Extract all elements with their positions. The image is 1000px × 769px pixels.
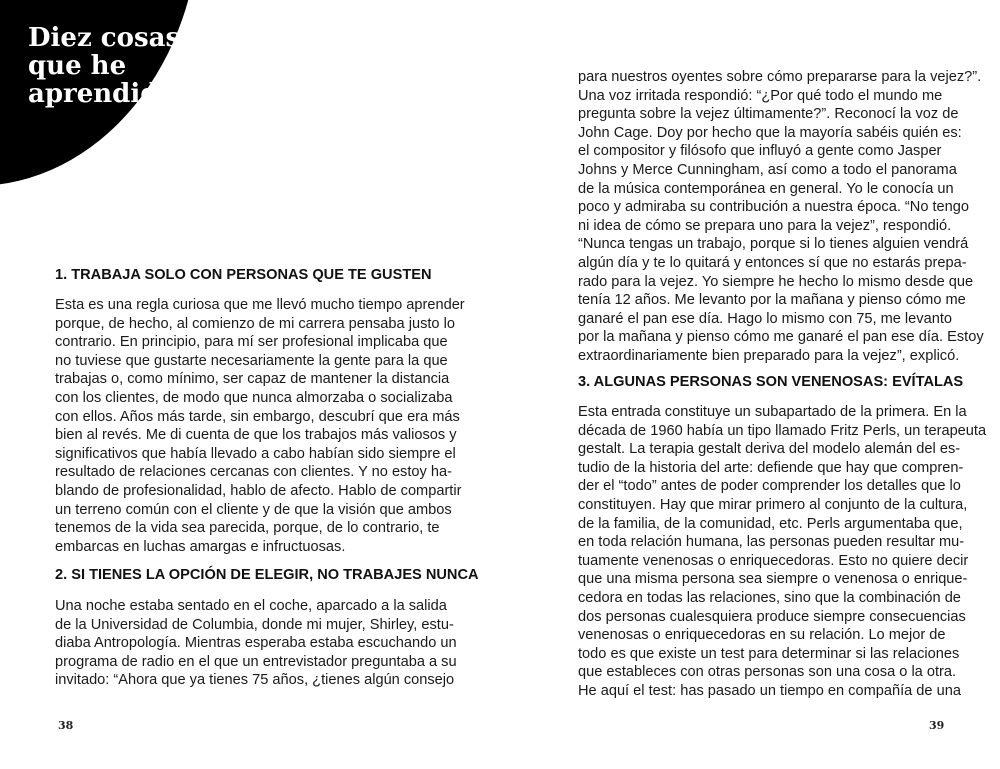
text-line: para nuestros oyentes sobre cómo prepararse para la vejez?”. [578,69,982,85]
text-line: que estableces con otras personas son una cosa o la otra. [578,664,957,681]
text-line: no tuviese que gustarte necesariamente la gente para la que [55,352,448,369]
text-line: gestalt. La terapia gestalt deriva del modelo alemán del es- [578,441,961,458]
text-line: ni idea de cómo se prepara uno para la vejez”, respondió. [578,217,952,234]
text-line: tudio de la historia del arte: defiende que hay que compren- [578,459,964,476]
page-number-right: 39 [929,719,945,732]
text-line: der el “todo” antes de poder comprender los detalles que lo [578,478,961,495]
text-line: programa de radio en el que un entrevistador preguntaba a su [55,653,457,670]
text-line: con los clientes, de modo que nunca almorzaba o socializaba [55,389,453,406]
text-line: de la Universidad de Columbia, donde mi mujer, Shirley, estu- [55,616,454,633]
text-line: rado para la vejez. Yo siempre he hecho lo mismo desde que [578,273,974,290]
text-line: algún día y te lo quitará y entonces sí que no estarás prepa- [578,254,967,271]
text-line: de la música contemporánea en general. Yo le conocía un [578,180,954,197]
text-line: resultado de relaciones cercanas con clientes. Y no estoy ha- [55,464,452,481]
text-line: pregunta sobre la vejez últimamente?”. Reconocí la voz de [578,106,959,123]
text-line: constituyen. Hay que mirar primero al conjunto de la cultura, [578,496,968,513]
text-line: década de 1960 había un tipo llamado Fritz Perls, un terapeuta [578,422,987,439]
text-line: invitado: “Ahora que ya tienes 75 años, ¿tienes algún consejo [55,672,455,689]
text-line: “Nunca tengas un trabajo, porque si lo tienes alguien vendrá [578,236,969,253]
text-line: dos personas cualesquiera produce siempre consecuencias [578,608,966,625]
text-line: trabajas o, como mínimo, ser capaz de mantener la distancia [55,371,450,388]
section-1-body [55,296,465,556]
page-number-left: 38 [58,719,74,732]
text-line: extraordinariamente bien preparado para la vejez”, explicó. [578,347,960,364]
section-3-body [578,403,987,701]
text-line: Johns y Merce Cunningham, así como a todo el panorama [578,161,957,178]
text-line: en toda relación humana, las personas pueden resultar mu- [578,534,965,551]
text-line: Una voz irritada respondió: “¿Por qué todo el mundo me [578,87,943,104]
text-line: de la familia, de la comunidad, etc. Perls argumentaba que, [578,515,963,532]
text-line: con ellos. Años más tarde, sin embargo, descubrí que era más [55,408,460,425]
text-line: un terreno común con el cliente y de que la visión que ambos [55,501,452,518]
text-line: Una noche estaba sentado en el coche, aparcado a la salida [55,598,447,614]
text-line: venenosas o enriquecedoras en su relación. Lo mejor de [578,627,946,644]
text-line: contrario. En principio, para mí ser profesional implicaba que [55,334,448,351]
text-line: significativos que había llevado a cabo habían sido siempre el [55,445,456,462]
text-line: Esta es una regla curiosa que me llevó mucho tiempo aprender [55,297,465,313]
continuation-body [578,68,984,366]
text-line: el compositor y filósofo que influyó a gente como Jasper [578,143,942,160]
section-heading-1: 1. TRABAJA SOLO CON PERSONAS QUE TE GUSTEN [55,267,432,283]
chapter-title [28,24,180,108]
text-line: blando de profesionalidad, hablo de afecto. Hablo de compartir [55,482,462,499]
chapter-title-line: Diez cosas [28,23,181,53]
section-heading-2: 2. SI TIENES LA OPCIÓN DE ELEGIR, NO TRABAJES NUNCA [55,567,479,583]
text-line: tuamente venenosas o enriquecedoras. Esto no quiere decir [578,552,969,569]
text-line: tenemos de la vida sea parecida, porque, de lo contrario, te [55,520,440,537]
text-line: por la mañana y pienso cómo me ganaré el pan ese día. Estoy [578,329,984,346]
text-line: porque, de hecho, al comienzo de mi carrera pensaba justo lo [55,315,455,332]
text-line: diaba Antropología. Mientras esperaba estaba escuchando un [55,635,457,652]
text-line: He aquí el test: has pasado un tiempo en compañía de una [578,682,961,699]
text-line: ganaré el pan ese día. Hago lo mismo con 75, me levanto [578,310,952,327]
text-line: John Cage. Doy por hecho que la mayoría sabéis quién es: [578,124,962,141]
text-line: todo es que existe un test para determinar si las relaciones [578,645,960,662]
text-line: que una misma persona sea siempre o venenosa o enrique- [578,571,968,588]
section-heading-3: 3. ALGUNAS PERSONAS SON VENENOSAS: EVÍTALAS [578,374,964,390]
text-line: cedora en todas las relaciones, sino que la combinación de [578,589,961,606]
text-line: embarcas en luchas amargas e infructuosas. [55,538,346,555]
text-line: Esta entrada constituye un subapartado de la primera. En la [578,404,967,420]
text-line: poco y admiraba su contribución a nuestra época. “No tengo [578,199,970,216]
text-line: tenía 12 años. Me levanto por la mañana y pienso cómo me [578,292,966,309]
chapter-title-line: que he [28,51,127,81]
chapter-title-line: aprendido [28,79,176,109]
section-2-body [55,597,455,690]
text-line: bien al revés. Me di cuenta de que los trabajos más valiosos y [55,427,457,444]
